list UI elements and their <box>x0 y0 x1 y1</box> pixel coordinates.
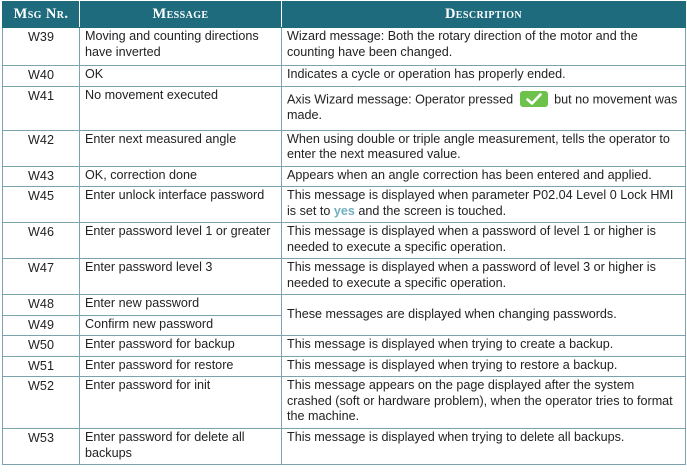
table-row <box>3 295 686 316</box>
table-row <box>3 130 686 166</box>
msg-text: OK <box>80 66 282 87</box>
message-table <box>2 1 686 465</box>
table-row <box>3 356 686 377</box>
msg-code: W41 <box>3 86 80 130</box>
msg-description <box>282 187 686 223</box>
green-checkmark-button-icon <box>520 91 548 107</box>
table-row <box>3 336 686 357</box>
msg-code: W40 <box>3 66 80 87</box>
table-row <box>3 66 686 87</box>
msg-description: This message is displayed when trying to delete all backups. <box>282 429 686 465</box>
msg-code: W53 <box>3 429 80 465</box>
msg-description: This message is displayed when trying to create a backup. <box>282 336 686 357</box>
msg-code: W47 <box>3 259 80 295</box>
msg-text: Enter new password <box>80 295 282 316</box>
msg-description: Appears when an angle correction has been entered and applied. <box>282 166 686 187</box>
msg-description: This message is displayed when trying to restore a backup. <box>282 356 686 377</box>
msg-text: Enter next measured angle <box>80 130 282 166</box>
msg-text: Enter password level 1 or greater <box>80 223 282 259</box>
msg-code: W39 <box>3 28 80 66</box>
msg-text: No movement executed <box>80 86 282 130</box>
msg-description: These messages are displayed when changing passwords. <box>282 295 686 336</box>
msg-description <box>282 86 686 130</box>
header-message: Message <box>80 2 282 28</box>
description-part: and the screen is touched. <box>358 203 507 218</box>
msg-code: W52 <box>3 377 80 429</box>
table-row <box>3 429 686 465</box>
msg-text: Moving and counting directions have inverted <box>80 28 282 66</box>
description-part: but no movement was made. <box>287 92 678 122</box>
header-msg-nr: Msg Nr. <box>3 2 80 28</box>
table-row <box>3 86 686 130</box>
msg-description: When using double or triple angle measurement, tells the operator to enter the next measured value. <box>282 130 686 166</box>
msg-text: Enter password level 3 <box>80 259 282 295</box>
table-row <box>3 223 686 259</box>
msg-text: Confirm new password <box>80 315 282 336</box>
table-row <box>3 187 686 223</box>
msg-text: Enter password for restore <box>80 356 282 377</box>
msg-code: W43 <box>3 166 80 187</box>
yes-value-highlight: yes <box>333 203 355 218</box>
msg-code: W50 <box>3 336 80 357</box>
table-row <box>3 166 686 187</box>
table-row <box>3 259 686 295</box>
msg-code: W51 <box>3 356 80 377</box>
msg-description: This message is displayed when a password of level 3 or higher is needed to execute a specific operation. <box>282 259 686 295</box>
msg-description: This message appears on the page displayed after the system crashed (soft or hardware problem), when the operator tries to format the machine. <box>282 377 686 429</box>
msg-description: This message is displayed when a password of level 1 or higher is needed to execute a specific operation. <box>282 223 686 259</box>
msg-text: Enter password for delete all backups <box>80 429 282 465</box>
msg-code: W49 <box>3 315 80 336</box>
table-row <box>3 28 686 66</box>
description-part: Axis Wizard message: Operator pressed <box>287 92 514 107</box>
msg-description: Indicates a cycle or operation has properly ended. <box>282 66 686 87</box>
msg-code: W46 <box>3 223 80 259</box>
msg-description: Wizard message: Both the rotary direction of the motor and the counting have been changed. <box>282 28 686 66</box>
msg-code: W45 <box>3 187 80 223</box>
msg-text: Enter password for init <box>80 377 282 429</box>
header-row <box>3 2 686 28</box>
msg-text: Enter password for backup <box>80 336 282 357</box>
header-description: Description <box>282 2 686 28</box>
msg-code: W48 <box>3 295 80 316</box>
msg-text: Enter unlock interface password <box>80 187 282 223</box>
msg-text: OK, correction done <box>80 166 282 187</box>
description-part: This message is displayed when parameter P02.04 Level 0 Lock HMI is set to <box>287 188 674 218</box>
msg-code: W42 <box>3 130 80 166</box>
table-row <box>3 377 686 429</box>
